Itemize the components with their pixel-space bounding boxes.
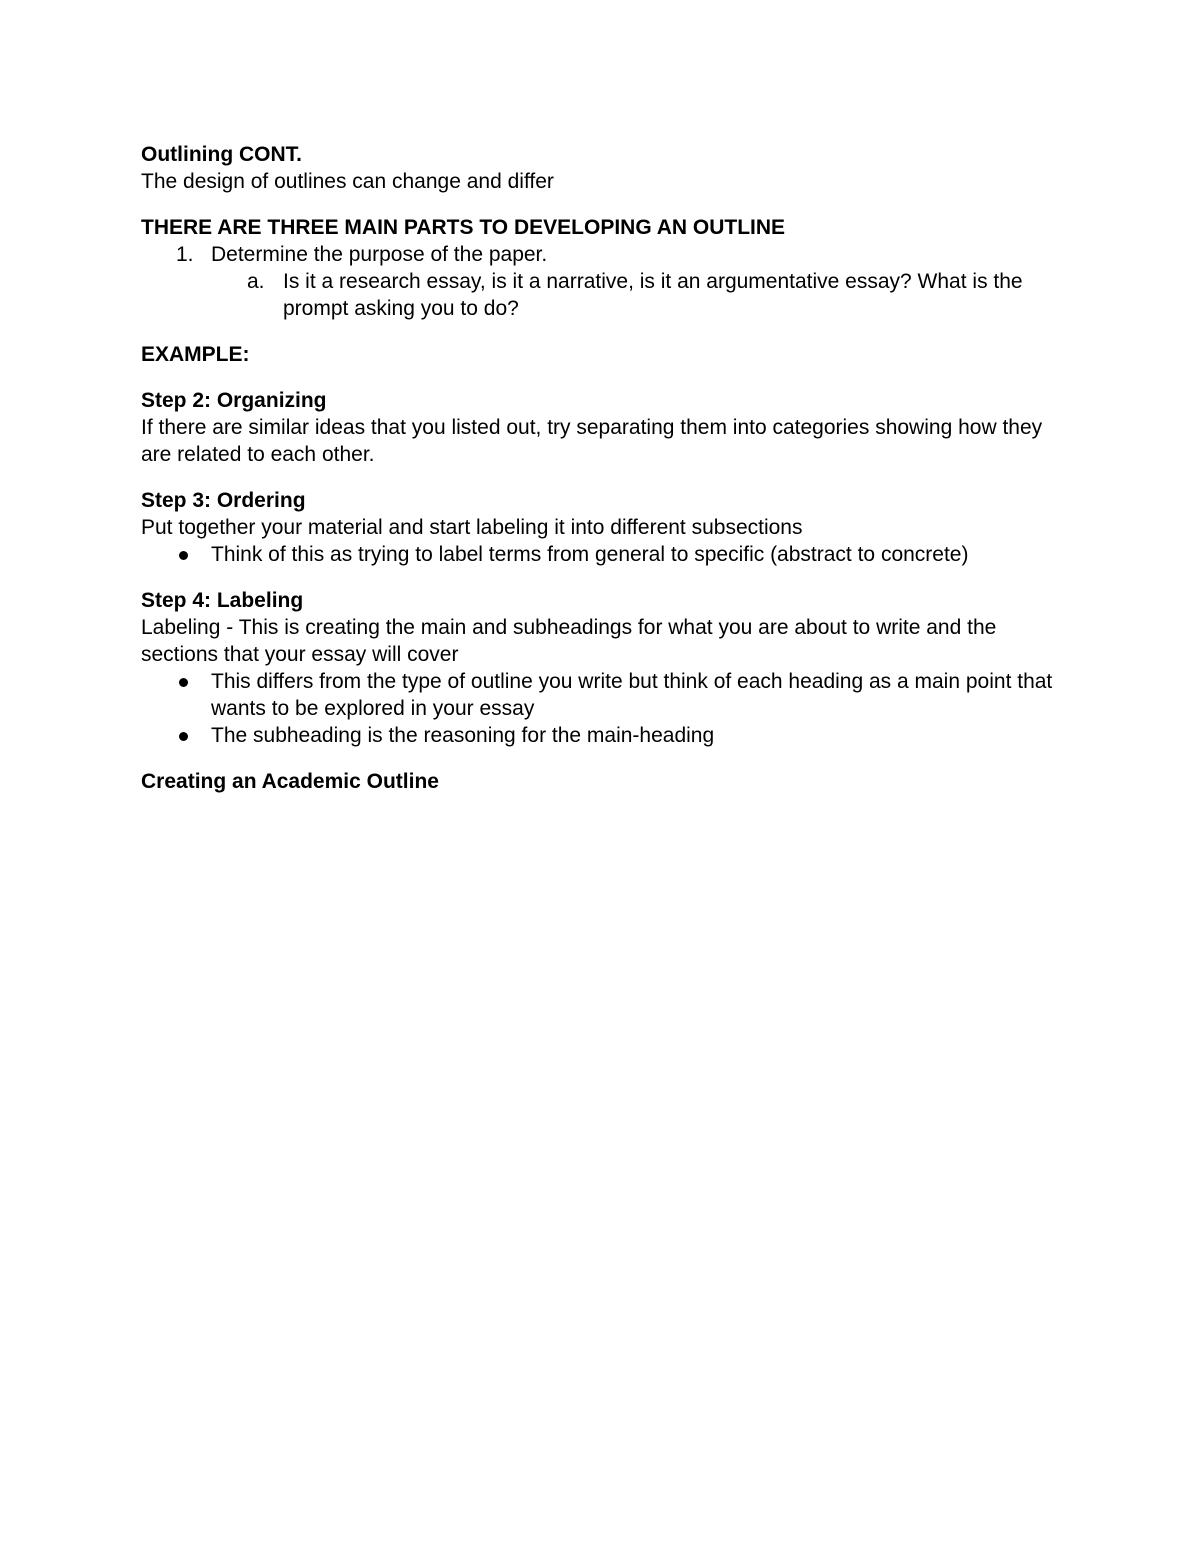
spacer (141, 568, 1061, 587)
list-item-text: Is it a research essay, is it a narrative, is it an argumentative essay? What is the prompt asking you to do? (283, 270, 1023, 320)
bullet-list-item (141, 722, 1061, 749)
step3-heading: Step 3: Ordering (141, 489, 306, 512)
list-marker: 1. (176, 243, 194, 266)
step4-text: Labeling - This is creating the main and subheadings for what you are about to write and the sections that your essay will cover (141, 616, 997, 666)
intro-text: The design of outlines can change and differ (141, 170, 554, 193)
bullet-list-item (141, 668, 1061, 722)
three-parts-heading: THERE ARE THREE MAIN PARTS TO DEVELOPING AN OUTLINE (141, 216, 786, 239)
step3-text: Put together your material and start labeling it into different subsections (141, 516, 803, 539)
example-label: EXAMPLE: (141, 343, 250, 366)
final-heading: Creating an Academic Outline (141, 770, 439, 793)
bullet-list-item (141, 541, 1061, 568)
list-item-text: Think of this as trying to label terms from general to specific (abstract to concrete) (211, 543, 969, 566)
document-page (141, 141, 1061, 795)
list-item-text: Determine the purpose of the paper. (211, 243, 548, 266)
spacer (141, 368, 1061, 387)
spacer (141, 322, 1061, 341)
step2-text: If there are similar ideas that you listed out, try separating them into categories showing how they are related to each other. (141, 416, 1043, 466)
bullet-icon (179, 551, 188, 560)
lettered-list-item (141, 268, 1061, 322)
spacer (141, 749, 1061, 768)
list-marker: a. (247, 270, 265, 293)
numbered-list-item (141, 241, 1061, 268)
bullet-icon (179, 732, 188, 741)
document-title: Outlining CONT. (141, 143, 302, 166)
step2-heading: Step 2: Organizing (141, 389, 327, 412)
list-item-text: The subheading is the reasoning for the main-heading (211, 724, 715, 747)
spacer (141, 195, 1061, 214)
spacer (141, 468, 1061, 487)
step4-heading: Step 4: Labeling (141, 589, 304, 612)
list-item-text: This differs from the type of outline you write but think of each heading as a main point that wants to be explored in your essay (211, 670, 1053, 720)
bullet-icon (179, 678, 188, 687)
